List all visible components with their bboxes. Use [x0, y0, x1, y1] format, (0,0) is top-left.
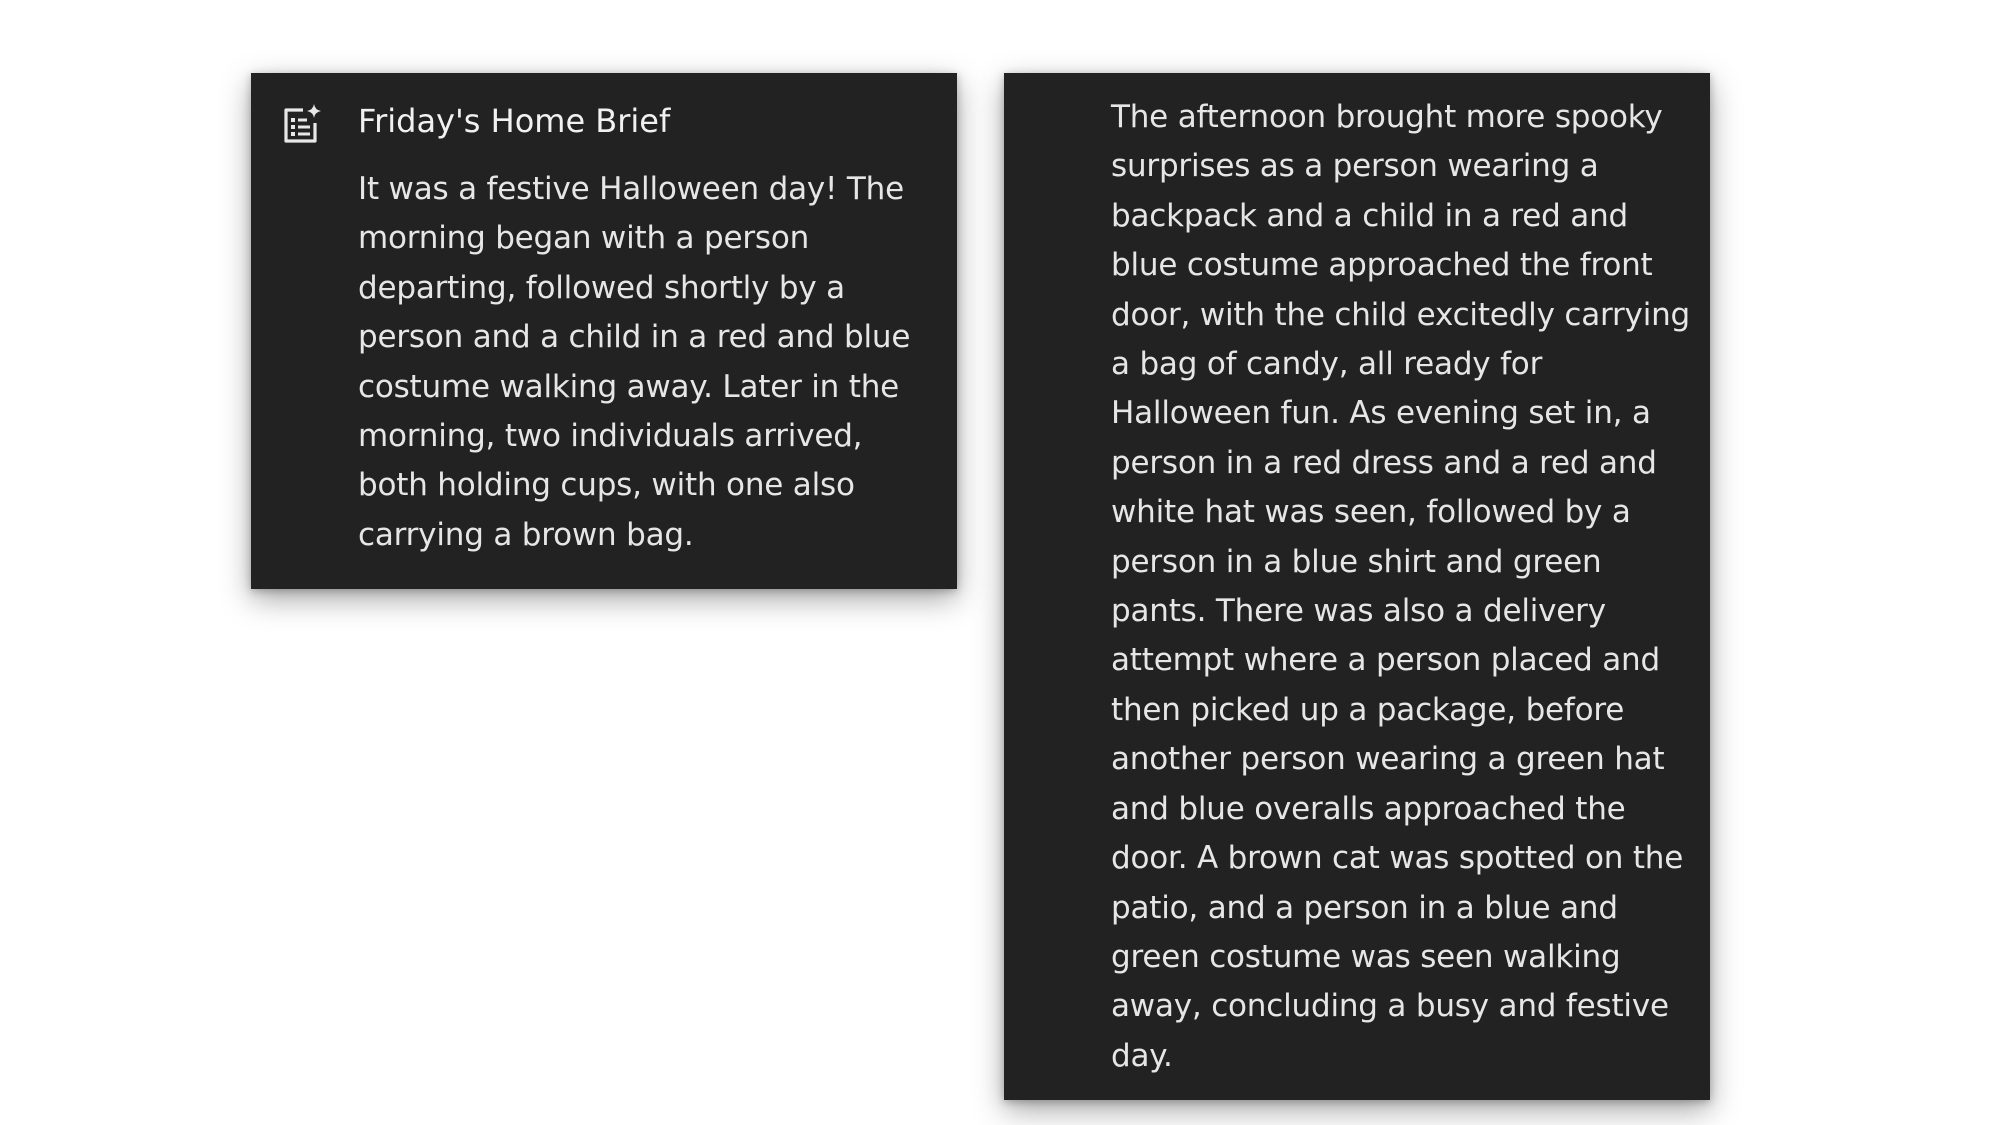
brief-text-part-1: It was a festive Halloween day! The morning began with a person departing, followed shortly by a person and a child in a red and blue costume walking away. Later in the morning, two individuals arrived, both holding cups, with one also carrying a brown bag.: [358, 171, 911, 553]
summary-sparkle-icon: [279, 103, 323, 147]
home-brief-card-part-2: [1004, 73, 1710, 1100]
brief-title: Friday's Home Brief: [358, 102, 671, 140]
home-brief-card-part-1: [251, 73, 957, 589]
brief-text-part-2: The afternoon brought more spooky surprises as a person wearing a backpack and a child in a red and blue costume approached the front door, with the child excitedly carrying a bag of candy, all ready for Halloween fun. As evening set in, a person in a red dress and a red and white hat was seen, followed by a person in a blue shirt and green pants. There was also a delivery attempt where a person placed and then picked up a package, before another person wearing a green hat and blue overalls approached the door. A brown cat was spotted on the patio, and a person in a blue and green costume was seen walking away, concluding a busy and festive day.: [1111, 99, 1691, 1074]
